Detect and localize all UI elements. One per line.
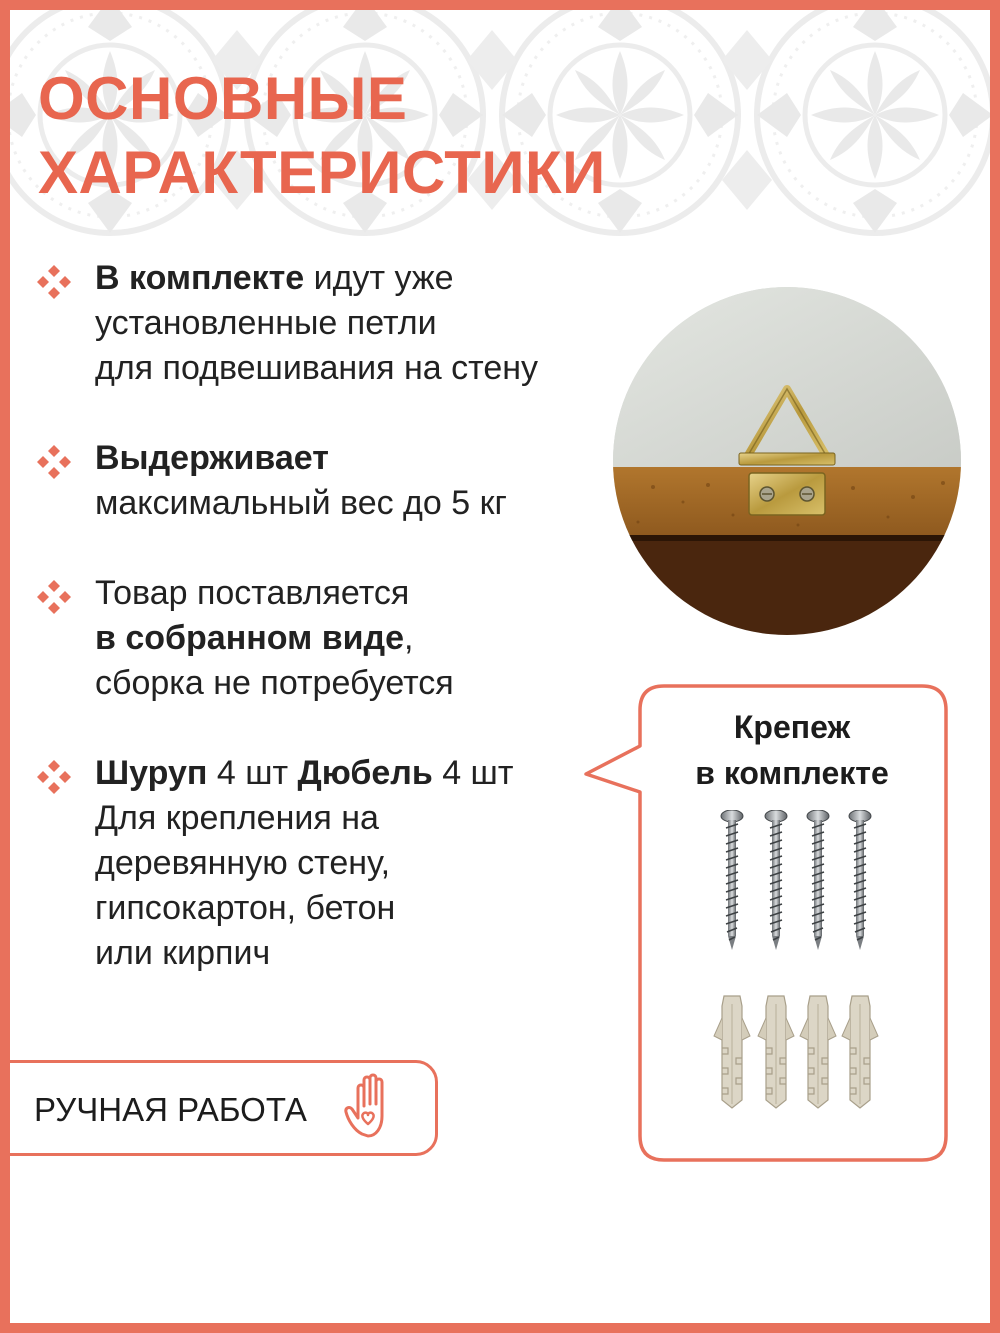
- feature-bold: Выдерживает: [95, 439, 329, 477]
- title-line-1: ОСНОВНЫЕ: [38, 65, 408, 132]
- feature-line: гипсокартон, бетон: [95, 889, 396, 927]
- hook-illustration: [613, 287, 961, 635]
- feature-text: [95, 751, 513, 976]
- screw-3: [807, 810, 829, 950]
- feature-text: [95, 256, 538, 391]
- title-line-2: ХАРАКТЕРИСТИКИ: [38, 139, 606, 206]
- feature-bold: Дюбель: [297, 754, 433, 792]
- diamond-cluster-icon: [36, 579, 72, 615]
- feature-text: [95, 436, 507, 526]
- diamond-cluster-icon: [36, 759, 72, 795]
- feature-line: Товар поставляется: [95, 574, 410, 612]
- page-title: [38, 62, 606, 210]
- dowel-3: [800, 996, 836, 1108]
- feature-span: ,: [404, 619, 414, 657]
- handmade-label: РУЧНАЯ РАБОТА: [34, 1091, 307, 1128]
- feature-line: максимальный вес до 5 кг: [95, 484, 507, 522]
- dowel-1: [714, 996, 750, 1108]
- fasteners-heading-line-1: Крепеж: [733, 709, 851, 745]
- feature-text: [95, 571, 454, 706]
- feature-line: для подвешивания на стену: [95, 349, 539, 387]
- screw-4: [849, 810, 871, 950]
- feature-line: деревянную стену,: [95, 844, 391, 882]
- feature-line: Для крепления на: [95, 799, 379, 837]
- fasteners-illustration: [700, 810, 900, 1120]
- hanging-hook-photo: [613, 287, 961, 635]
- fasteners-heading-line-2: в комплекте: [695, 755, 889, 791]
- feature-bold: в собранном виде: [95, 619, 404, 657]
- screw-1: [721, 810, 743, 950]
- feature-bold: Шуруп: [95, 754, 208, 792]
- fasteners-heading: [640, 704, 944, 796]
- feature-line: установленные петли: [95, 304, 437, 342]
- feature-span: 4 шт: [207, 754, 298, 792]
- feature-line: или кирпич: [95, 934, 271, 972]
- handmade-badge: [0, 1060, 440, 1158]
- dowel-2: [758, 996, 794, 1108]
- diamond-cluster-icon: [36, 264, 72, 300]
- screw-2: [765, 810, 787, 950]
- feature-bold: В комплекте: [95, 259, 305, 297]
- diamond-cluster-icon: [36, 444, 72, 480]
- dowel-4: [842, 996, 878, 1108]
- feature-line: сборка не потребуется: [95, 664, 454, 702]
- feature-span: идут уже: [304, 259, 454, 297]
- feature-span: 4 шт: [432, 754, 514, 792]
- hand-heart-icon: [340, 1072, 410, 1144]
